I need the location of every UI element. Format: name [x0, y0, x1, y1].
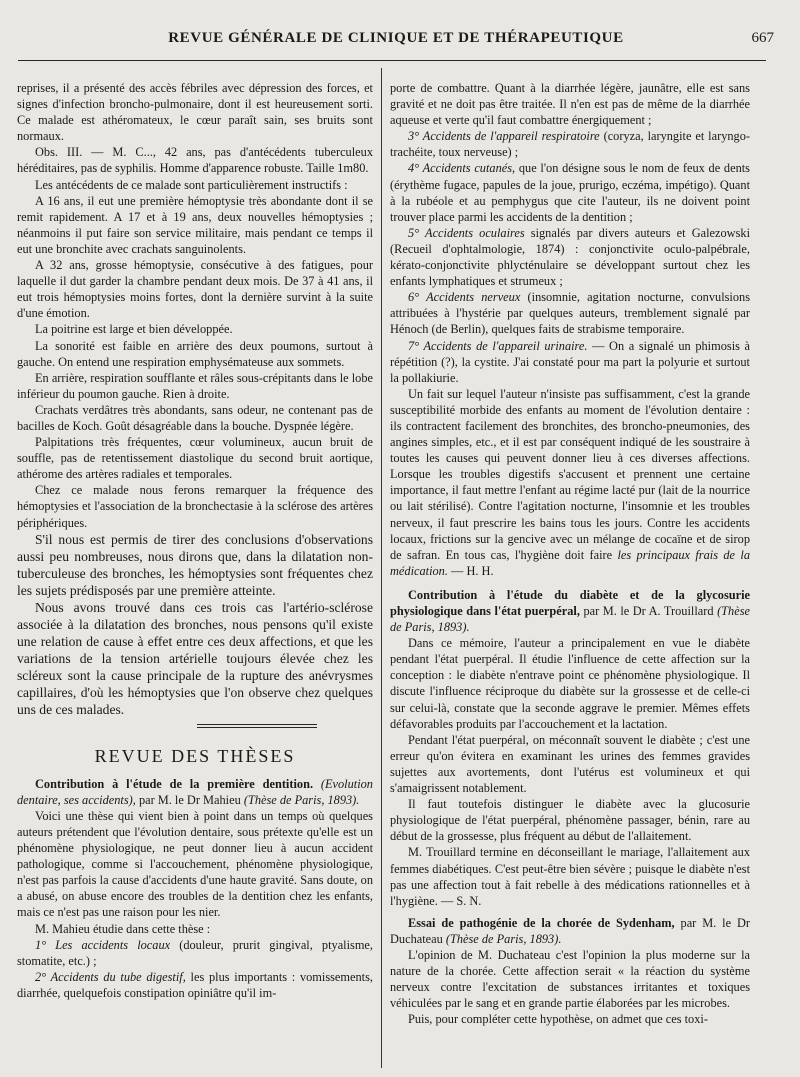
running-header — [18, 30, 774, 52]
list-item — [390, 160, 750, 224]
thesis-subtitle: (Evolution dentaire, ses accidents), — [17, 776, 373, 807]
paragraph: reprises, il a présenté des accès fébriles avec dépression des forces, et signes d'infection broncho-pulmonaire, dont il est heureusement sorti. Ce malade est athéromateux, le cœur paraît sain, ses bruits sont normaux. — [17, 81, 373, 144]
page-number: 667 — [751, 30, 774, 46]
conclusion-paragraph: S'il nous est permis de tirer des conclusions d'observations aussi peu nombreuses, nous dirons que, dans la dilatation non-tuberculeuse des bronches, les hémoptysies sont fréquentes chez les sujets prédisposés par une première atteinte. — [17, 531, 373, 598]
paragraph: Les antécédents de ce malade sont particulièrement instructifs : — [35, 177, 348, 192]
section-separator — [17, 718, 373, 738]
list-item-text: (douleur, prurit gingival, ptyalisme, stomatite, etc.) ; — [17, 937, 373, 968]
thesis-entry — [390, 587, 750, 635]
thesis-author: par M. le Dr Mahieu — [138, 792, 241, 807]
paragraph: M. Mahieu étudie dans cette thèse : — [35, 921, 211, 936]
thesis-source: (Thèse de Paris, 1893). — [243, 792, 360, 807]
paragraph: En arrière, respiration soufflante et râles sous-crépitants dans le lobe inférieur du poumon gauche. Rien à droite. — [17, 370, 373, 401]
list-item-text: (insomnie, agitation nocturne, convulsions attribuées à l'hystérie par quelques auteurs, tremblement signalé par Hénoch (de Berlin), quelques faits de strabisme temporaire. — [390, 290, 751, 337]
paragraph: A 32 ans, grosse hémoptysie, consécutive à des fatigues, pour laquelle il dut garder la chambre pendant deux mois. De 37 à 41 ans, il eut trois hémoptysies moins fortes, dont la dernière survint à la suite d'une émotion. — [17, 258, 373, 321]
paragraph: M. Trouillard termine en déconseillant le mariage, l'allaitement aux femmes diabétiques. C'est peut-être bien sévère ; puisque le diabète n'est pas une affection tout à fait rebelle à des médications rationnelles et à l'hygiène. — S. N. — [390, 845, 750, 908]
thesis-entry — [390, 915, 750, 947]
conclusion-paragraph: Nous avons trouvé dans ces trois cas l'artério-sclérose associée à la dilatation des bronches, nous pensons qu'il existe une relation de cause à effet entre ces deux affections, et que les variations de la tension artérielle toujours élevée chez les scléreux sont la cause principale de la rupture des anévrysmes capillaires, d'où les hémoptysies que l'on observe chez quelques uns de ces malades. — [17, 599, 373, 717]
list-item-text: que l'on désigne sous le nom de feux de dents (érythème fugace, papules de la joue, prurigo, eczéma, impétigo). Quant à la rubéole et au pemphygus que cite l'auteur, ils ne doivent point trouver place parmi les accidents de la dentition ; — [390, 161, 750, 224]
list-item — [390, 289, 750, 337]
list-item — [17, 969, 373, 1001]
list-item — [390, 225, 750, 289]
paragraph: La poitrine est large et bien développée. — [35, 322, 233, 337]
paragraph: A 16 ans, il eut une première hémoptysie très abondante dont il se remit rapidement. A 17 et à 19 ans, deux nouvelles hémoptysies ; néanmoins il put faire son service militaire, mais pendant ce temps il eut une bronchite avec crachats sanguinolents. — [17, 193, 373, 256]
list-item-label: 6° Accidents nerveux — [408, 290, 521, 305]
observation-heading: Obs. III. — M. C..., 42 ans, pas d'antécédents tuberculeux héréditaires, pas de syphilis. Homme d'apparence robuste. Taille 1m80. — [17, 145, 373, 176]
section-title: REVUE DES THÈSES — [94, 745, 296, 766]
paragraph: La sonorité est faible en arrière des deux poumons, surtout à gauche. On entend une respiration emphysémateuse aux sommets. — [17, 338, 373, 369]
list-item-label: 7° Accidents de l'appareil urinaire. — [408, 338, 588, 353]
thesis-author: par M. le Dr Duchateau — [390, 915, 750, 946]
list-item-text: signalés par divers auteurs et Galezowski (Recueil d'ophtalmologie, 1874) : conjonctivite oculo-palpébrale, kérato-conjonctivite phlycténulaire se développant surtout chez les enfants lymphatiques et strumeux ; — [390, 225, 750, 289]
list-item — [390, 128, 750, 160]
paragraph: Voici une thèse qui vient bien à point dans un temps où quelques auteurs prétendent que l'évolution dentaire, sous prétexte qu'elle est un phénomène physiologique, ne peut donner lieu à aucun accident pathologique, comme si l'accouchement, phénomène physiologique, n'est pas parfois la cause d'accidents d'une haute gravité. Sans doute, on a abusé, on abuse encore des troubles de la dentition chez les enfants, mais ce n'est pas une raison pour les nier. — [17, 808, 373, 920]
paragraph: Puis, pour compléter cette hypothèse, on admet que ces toxi- — [408, 1012, 708, 1027]
paragraph: Chez ce malade nous ferons remarquer la fréquence des hémoptysies et l'association de la bronchectasie à la sclérose des artères périphériques. — [17, 483, 373, 530]
header-rule — [18, 60, 766, 61]
list-item-label: 4° Accidents cutanés, — [408, 161, 516, 176]
thesis-author: par M. le Dr A. Trouillard — [583, 604, 714, 618]
list-item-label: 5° Accidents oculaires — [408, 225, 525, 240]
paragraph-emphasis: les principaux frais de la médication. — [390, 547, 750, 578]
paragraph: L'opinion de M. Duchateau c'est l'opinion la plus moderne sur la nature de la chorée. Cette affection serait « la réaction du système nerveux contre l'excitation de substances irritantes et toxiques véhiculées par le sang et en grande partie élaborées par les microbes. — [390, 947, 750, 1011]
list-item-text: (coryza, laryngite et laryngo-trachéite, toux nerveuse) ; — [390, 129, 750, 160]
list-item — [390, 338, 750, 386]
paragraph: porte de combattre. Quant à la diarrhée légère, jaunâtre, elle est sans gravité et ne doit pas être traitée. Il n'en est pas de même de la diarrhée aqueuse et verte qu'il faut combattre énergiquement ; — [390, 81, 750, 128]
thesis-title: Essai de pathogénie de la chorée de Sydenham, — [408, 915, 675, 930]
paragraph: Crachats verdâtres très abondants, sans odeur, ne contenant pas de bacilles de Koch. Goût désagréable dans la bouche. Dyspnée légère. — [17, 402, 373, 433]
thesis-title: Contribution à l'étude du diabète et de la glycosurie physiologique dans l'état puerpéral, — [390, 587, 750, 618]
paragraph: Palpitations très fréquentes, cœur volumineux, aucun bruit de souffle, pas de retentissement diastolique du second bruit aortique, athérome des artères radiales et temporales. — [17, 435, 373, 482]
thesis-source: (Thèse de Paris, 1893). — [390, 604, 750, 635]
list-item-text: les plus importants : vomissements, diarrhée, quelquefois constipation opiniâtre qu'il im- — [17, 969, 373, 1000]
left-column — [17, 80, 373, 1001]
paragraph: Pendant l'état puerpéral, on méconnaît souvent le diabète ; c'est une erreur qu'on évitera en examinant les urines des femmes gravides sujettes aux avortements, dont l'utérus est volumineux et qui s'amaigrissent notablement. — [390, 732, 750, 796]
right-column — [390, 80, 750, 1027]
paragraph-text: Un fait sur lequel l'auteur n'insiste pas suffisamment, c'est la grande susceptibilité morbide des enfants au moment de l'évolution dentaire : ils contractent facilement des bronchites, des broncho-pneumonies, des angines simples, etc., et il est par conséquent indiqué de les soustraire à toutes les causes qui peuvent donner lieu à ces diverses affections. Lorsque les troubles digestifs s'accusent et prennent une certaine importance, il faut mettre l'enfant au régime lacté pur (lait de la nourrice ou lait stérilisé). Contre l'agitation nocturne, l'insomnie et les troubles nerveux, il faut prescrire les bains tous les jours. Contre les accidents locaux, frictions sur la gencive avec un mélange de cocaïne et de sirop de safran. En tous cas, l'hygiène doit faire — [390, 386, 750, 562]
list-item-label: 1° Les accidents locaux — [35, 937, 171, 952]
thesis-source: (Thèse de Paris, 1893). — [445, 931, 562, 946]
list-item-text: — On a signalé un phimosis à répétition (?), la cystite. J'ai constaté pour ma part la polyurie et surtout la pollakiurie. — [390, 338, 751, 385]
journal-title: REVUE GÉNÉRALE DE CLINIQUE ET DE THÉRAPEUTIQUE — [168, 30, 624, 46]
column-divider — [381, 68, 382, 1068]
paragraph: Il faut toutefois distinguer le diabète avec la glucosurie physiologique de l'état puerpéral, phénomène passager, bénin, rare au début de la grossesse, plus fréquent au début de l'allaitement. — [390, 797, 750, 844]
thesis-title: Contribution à l'étude de la première dentition. — [35, 776, 314, 791]
author-initials: — H. H. — [451, 563, 494, 578]
paragraph — [390, 386, 750, 579]
list-item-label: 3° Accidents de l'appareil respiratoire — [408, 129, 600, 144]
list-item — [17, 937, 373, 969]
list-item-label: 2° Accidents du tube digestif, — [35, 969, 186, 984]
paragraph: Dans ce mémoire, l'auteur a principalement en vue le diabète pendant l'état puerpéral. Il étudie l'influence de cette affection sur la conception : le diabète n'entrave point ce phénomène physiologique. Il discute l'influence réciproque du diabète sur la grossesse et de celle-ci sur celui-là, constate que la seconde aggrave le premier. Mêmes effets défavorables produits par l'accouchement et la lactation. — [390, 636, 750, 731]
thesis-entry — [17, 776, 373, 808]
